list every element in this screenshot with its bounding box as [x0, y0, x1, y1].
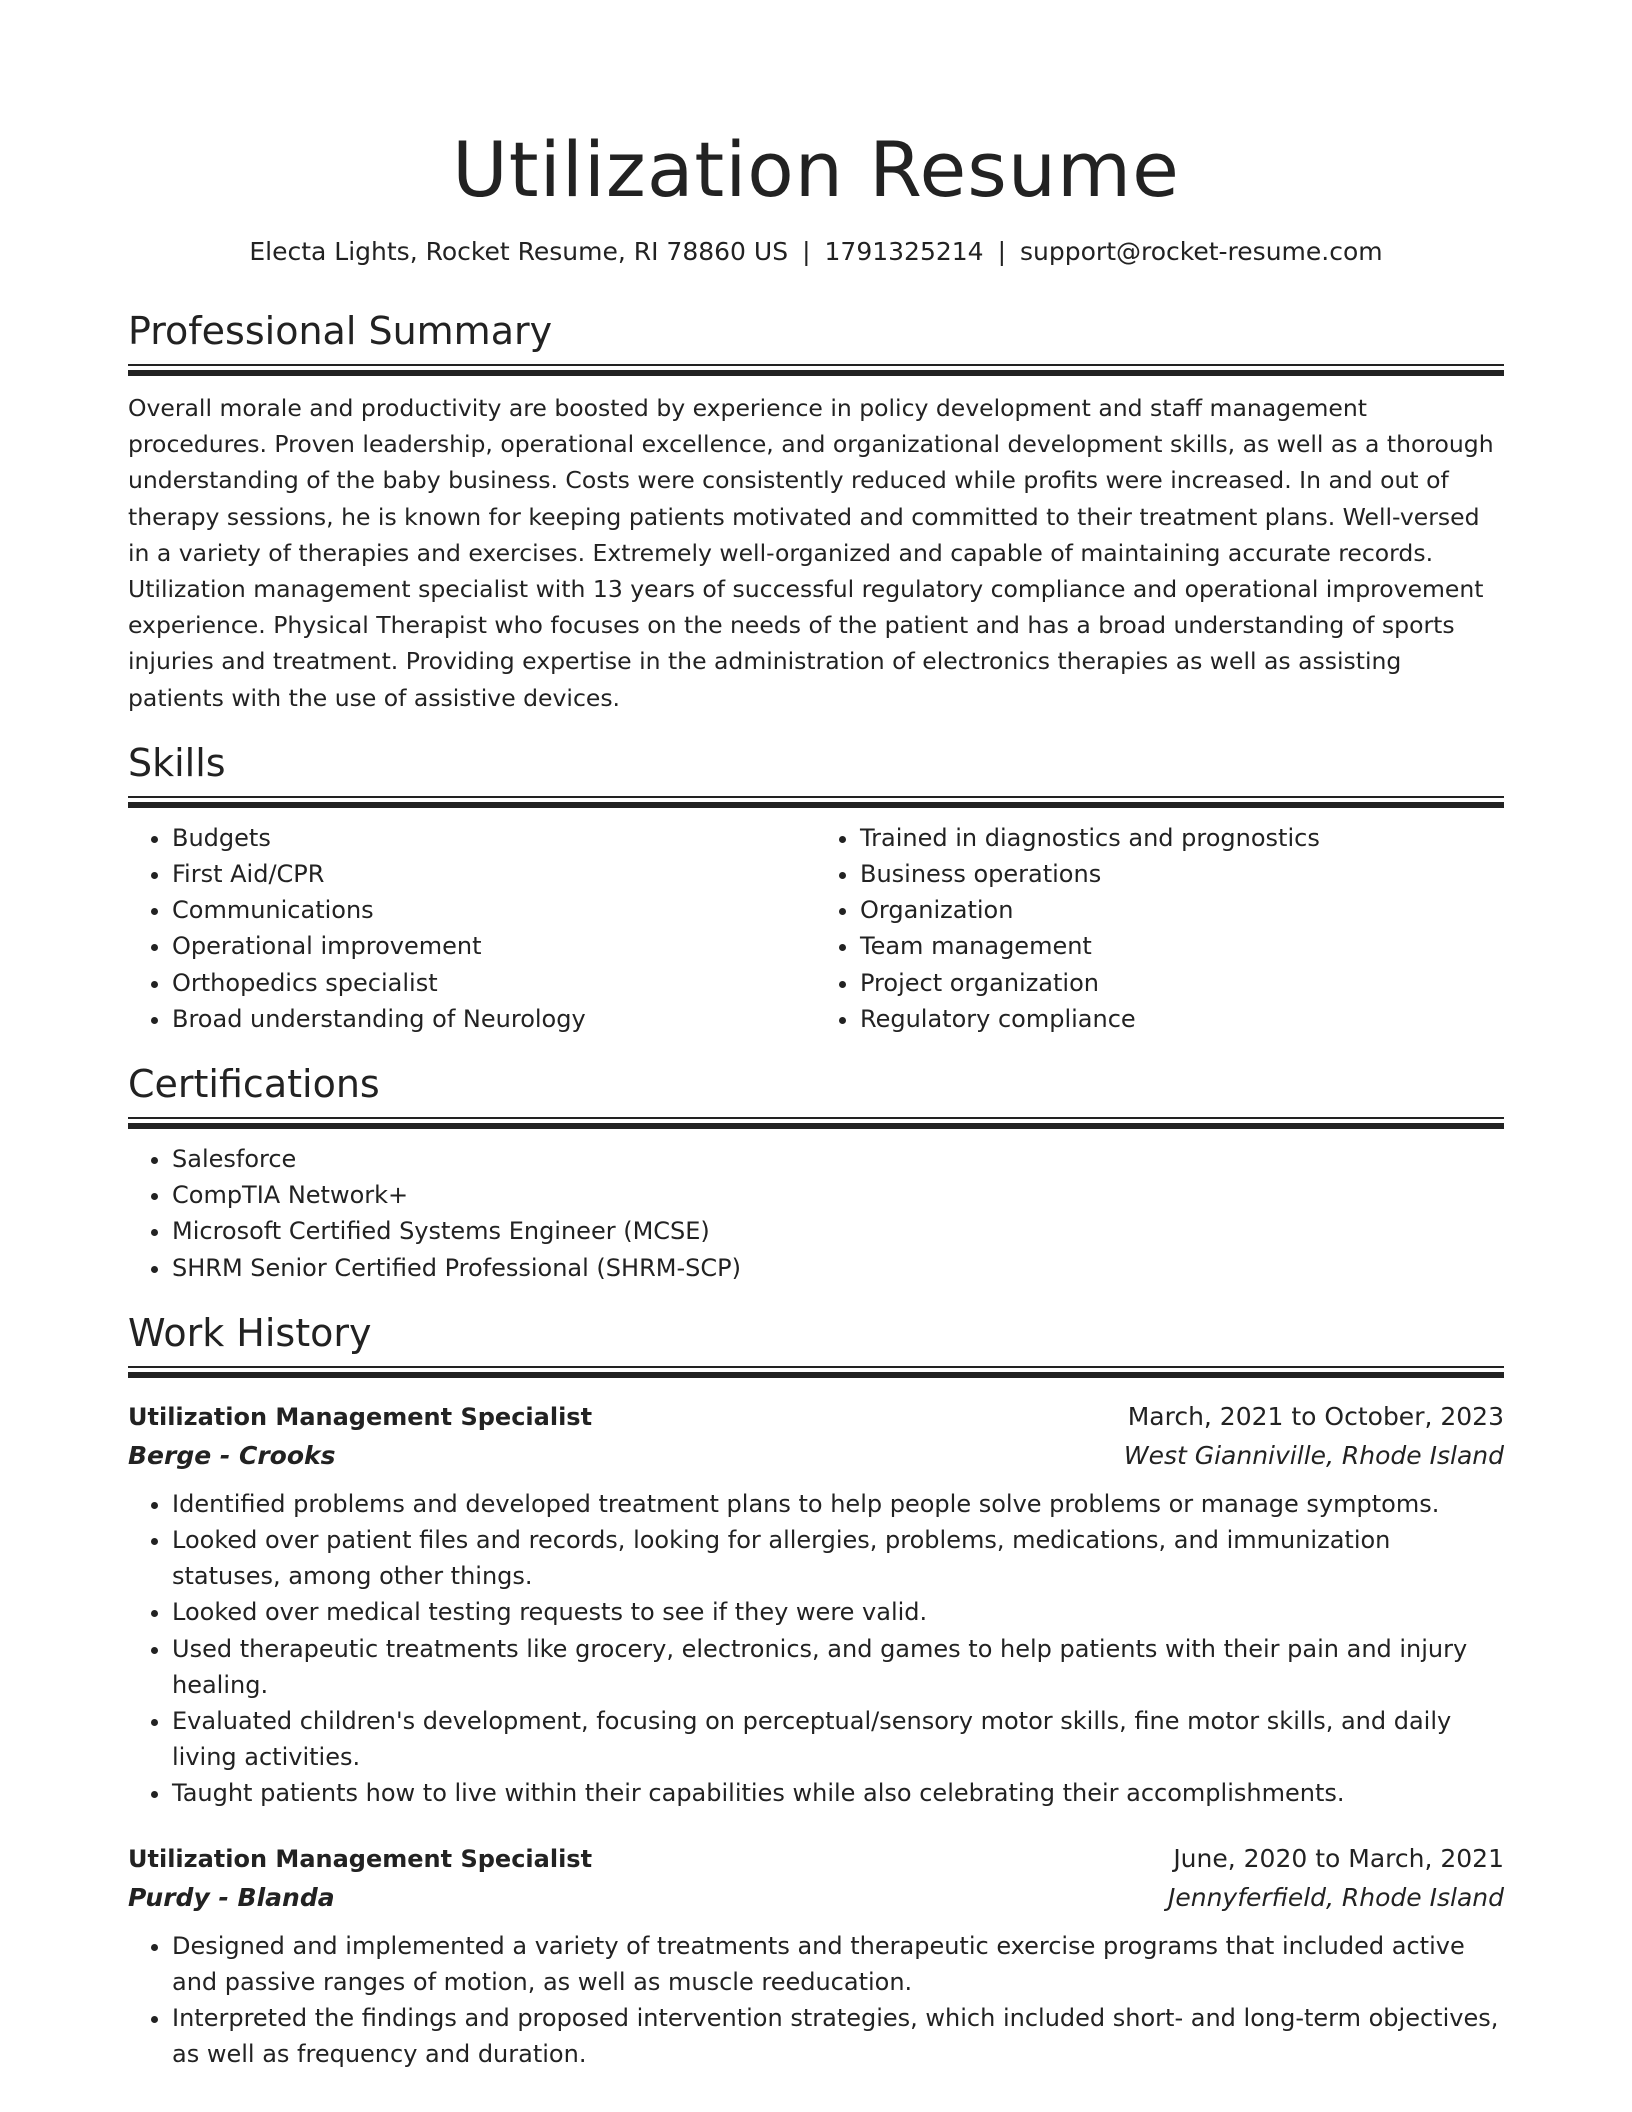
contact-email[interactable]: support@rocket-resume.com: [1020, 237, 1383, 266]
section-heading: Professional Summary: [128, 309, 553, 353]
job-bullet: • Interpreted the findings and proposed intervention strategies, which included short- and long-term objectives, as well as frequency and duration.: [172, 2000, 1504, 2072]
job-bullet: • Identified problems and developed treatment plans to help people solve problems or manage symptoms.: [172, 1486, 1504, 1522]
certification-item: • Salesforce: [172, 1141, 1504, 1177]
job-bullets: [128, 1486, 1504, 1812]
skill-item: • Broad understanding of Neurology: [172, 1001, 816, 1037]
certifications-section: [128, 1059, 1504, 1286]
skill-item: • Budgets: [172, 820, 816, 856]
job-bullet: • Used therapeutic treatments like grocery, electronics, and games to help patients with their pain and injury healing.: [172, 1631, 1504, 1703]
section-heading: Skills: [128, 740, 226, 785]
skill-item: • First Aid/CPR: [172, 856, 816, 892]
skills-section: [128, 738, 1504, 1037]
contact-separator: |: [997, 237, 1007, 266]
job-location: Jennyferfield, Rhode Island: [1167, 1882, 1504, 1912]
summary-text: Overall morale and productivity are boosted by experience in policy development and staff management procedures. Proven leadership, operational excellence, and organizational development skills, as well as a thorough understanding of the baby business. Costs were consistently reduced while profits were increased. In and out of therapy sessions, he is known for keeping patients motivated and committed to their treatment plans. Well-versed in a variety of therapies and exercises. Extremely well-organized and capable of maintaining accurate records. Utilization management specialist with 13 years of successful regulatory compliance and operational improvement experience. Physical Therapist who focuses on the needs of the patient and has a broad understanding of sports injuries and treatment. Providing expertise in the administration of electronics therapies as well as assisting patients with the use of assistive devices.: [128, 394, 1494, 712]
job-bullet: • Taught patients how to live within their capabilities while also celebrating their accomplishments.: [172, 1775, 1504, 1811]
section-heading: Certifications: [128, 1062, 380, 1107]
job-dates: June, 2020 to March, 2021: [1173, 1843, 1504, 1873]
job-bullet: • Designed and implemented a variety of treatments and therapeutic exercise programs that included active and passive ranges of motion, as well as muscle reeducation.: [172, 1928, 1504, 2000]
contact-line: [128, 234, 1504, 270]
job-company-row: [128, 1878, 1504, 1918]
resume-title: Utilization Resume: [452, 125, 1180, 214]
skill-item: • Communications: [172, 892, 816, 928]
job-company: Berge - Crooks: [128, 1440, 336, 1470]
job-header-row: [128, 1398, 1504, 1436]
certification-item: • SHRM Senior Certified Professional (SHRM-SCP): [172, 1250, 1504, 1286]
job-location: West Gianniville, Rhode Island: [1123, 1440, 1504, 1470]
job-entry: [128, 1840, 1504, 2073]
skill-item: • Trained in diagnostics and prognostics: [860, 820, 1504, 856]
job-entry: [128, 1398, 1504, 1812]
job-bullet: • Looked over medical testing requests to see if they were valid.: [172, 1594, 1504, 1630]
job-company-row: [128, 1436, 1504, 1476]
section-divider: [128, 1366, 1504, 1378]
certification-item: • CompTIA Network+: [172, 1177, 1504, 1213]
skills-list-right: [816, 820, 1504, 1037]
summary-section: [128, 306, 1504, 716]
job-dates: March, 2021 to October, 2023: [1127, 1401, 1504, 1431]
contact-phone: 1791325214: [824, 237, 984, 266]
section-divider: [128, 364, 1504, 376]
skill-item: • Team management: [860, 928, 1504, 964]
skills-grid: [128, 808, 1504, 1037]
contact-address: Electa Lights, Rocket Resume, RI 78860 US: [249, 237, 789, 266]
job-bullet: • Evaluated children's development, focusing on perceptual/sensory motor skills, fine motor skills, and daily living activities.: [172, 1703, 1504, 1775]
job-title: Utilization Management Specialist: [128, 1844, 593, 1873]
skill-item: • Business operations: [860, 856, 1504, 892]
section-heading: Work History: [128, 1310, 372, 1355]
certifications-list: [128, 1141, 1504, 1286]
skill-item: • Regulatory compliance: [860, 1001, 1504, 1037]
certification-item: • Microsoft Certified Systems Engineer (MCSE): [172, 1213, 1504, 1249]
job-bullet: • Looked over patient files and records, looking for allergies, problems, medications, and immunization statuses, among other things.: [172, 1522, 1504, 1594]
skill-item: • Orthopedics specialist: [172, 965, 816, 1001]
job-header-row: [128, 1840, 1504, 1878]
job-bullets: [128, 1928, 1504, 2073]
contact-separator: |: [802, 237, 811, 266]
job-company: Purdy - Blanda: [128, 1882, 335, 1912]
skills-list-left: [128, 820, 816, 1037]
job-title: Utilization Management Specialist: [128, 1402, 593, 1431]
skill-item: • Organization: [860, 892, 1504, 928]
section-divider: [128, 1117, 1504, 1129]
skill-item: • Operational improvement: [172, 928, 816, 964]
work-history-section: [128, 1308, 1504, 2073]
section-divider: [128, 796, 1504, 808]
skill-item: • Project organization: [860, 965, 1504, 1001]
